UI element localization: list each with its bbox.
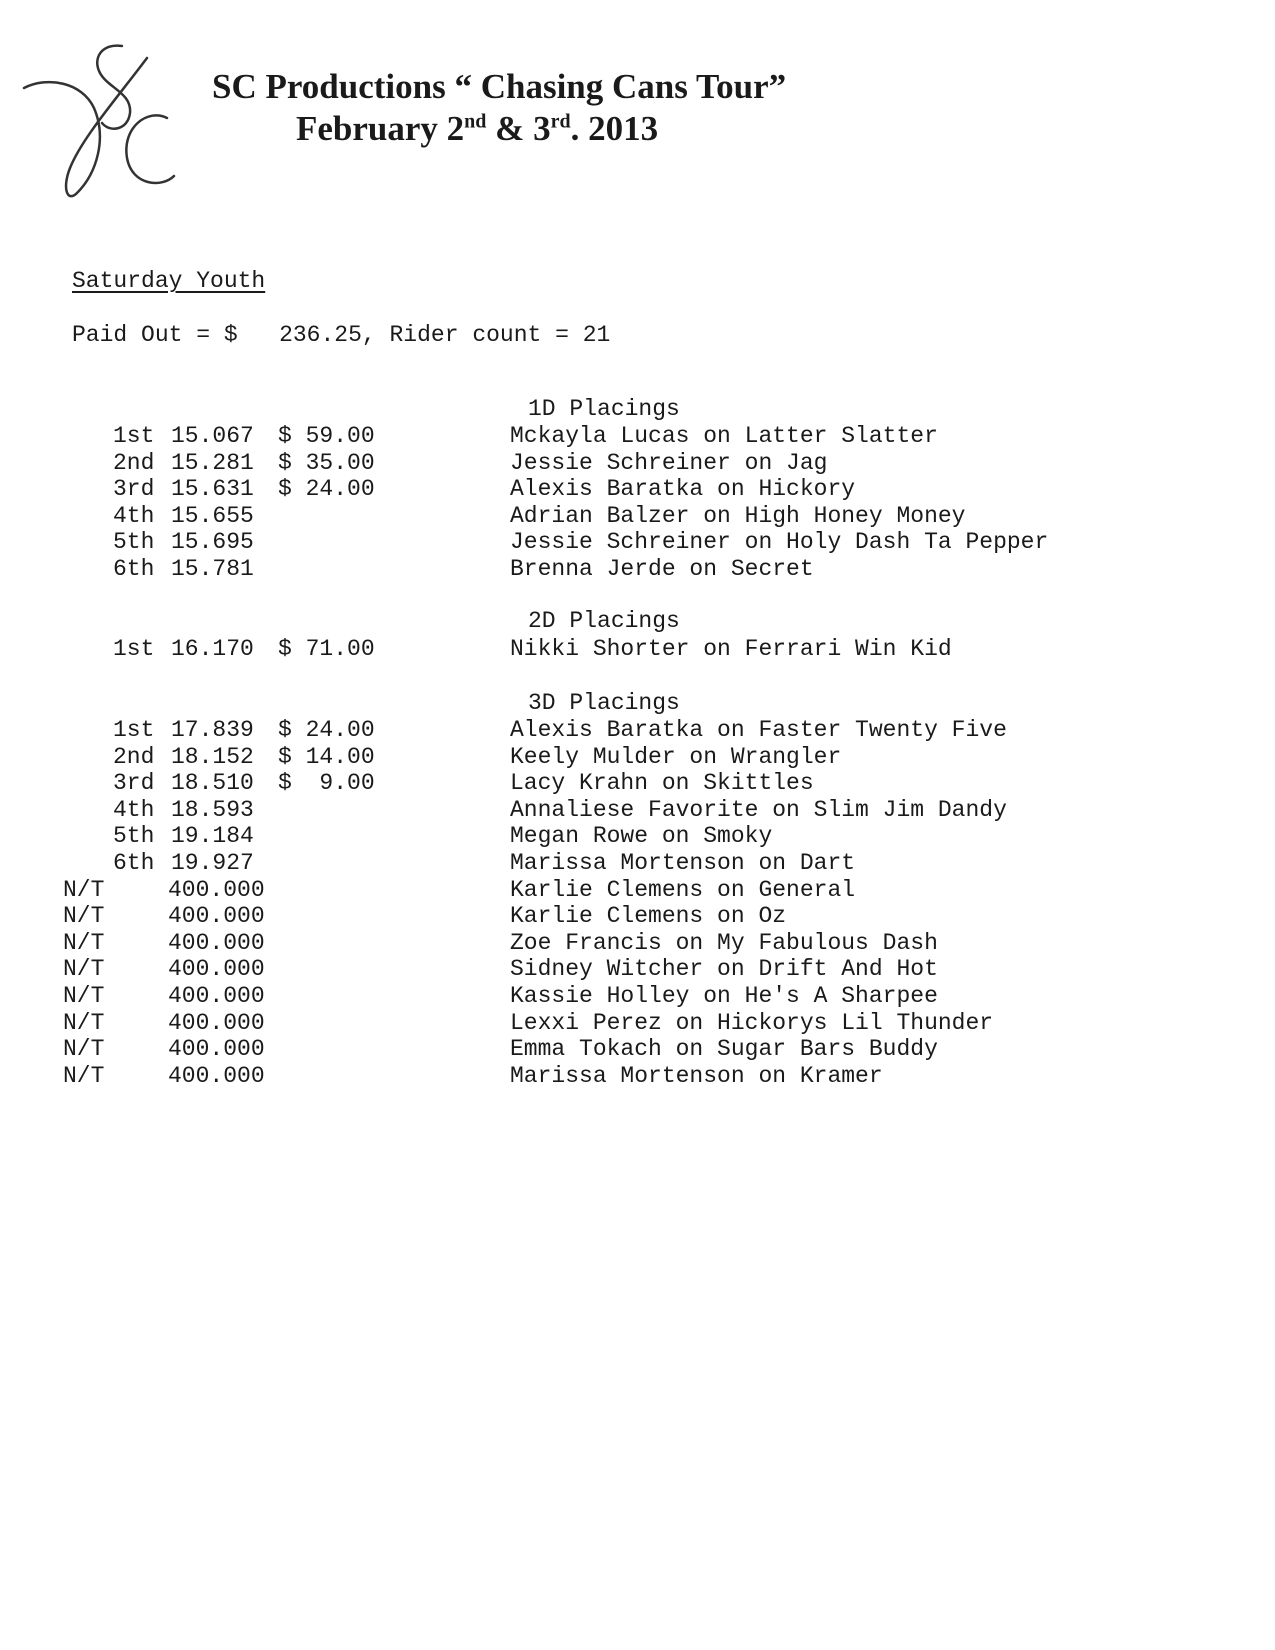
result-place: 5th xyxy=(113,823,155,850)
result-rider: Alexis Baratka on Faster Twenty Five xyxy=(510,717,1007,743)
date-ordinal-2: rd xyxy=(550,110,571,133)
result-row xyxy=(0,423,1275,450)
result-payout: $ 14.00 xyxy=(278,743,375,770)
result-time: 17.839 xyxy=(171,717,254,743)
result-row xyxy=(0,823,1275,850)
rider-count-value: 21 xyxy=(582,322,611,348)
result-time: 400.000 xyxy=(168,983,265,1009)
result-time: 400.000 xyxy=(168,929,265,956)
result-rider: Jessie Schreiner on Jag xyxy=(510,449,828,476)
result-row xyxy=(0,744,1275,771)
result-rider: Zoe Francis on My Fabulous Dash xyxy=(510,929,938,956)
result-time: 16.170 xyxy=(171,636,254,662)
result-place: 4th xyxy=(113,502,155,529)
result-place: 6th xyxy=(113,850,155,876)
result-payout: $ 35.00 xyxy=(278,449,375,476)
result-time: 400.000 xyxy=(168,903,265,930)
date-suffix: . 2013 xyxy=(570,109,659,148)
result-time: 15.281 xyxy=(171,449,254,476)
result-time: 15.781 xyxy=(171,556,254,582)
result-time: 400.000 xyxy=(168,1036,265,1063)
result-rider: Karlie Clemens on General xyxy=(510,876,856,903)
result-rider: Adrian Balzer on High Honey Money xyxy=(510,502,966,529)
rider-count-label: Rider count = xyxy=(389,322,569,348)
result-place: N/T xyxy=(63,1009,105,1036)
result-rider: Lexxi Perez on Hickorys Lil Thunder xyxy=(510,1009,994,1036)
paid-out-line xyxy=(72,322,610,348)
result-rider: Jessie Schreiner on Holy Dash Ta Pepper xyxy=(510,529,1049,556)
result-row xyxy=(0,956,1275,983)
result-payout: $ 9.00 xyxy=(278,770,375,797)
result-rider: Lacy Krahn on Skittles xyxy=(510,770,814,797)
division-heading: 3D Placings xyxy=(528,690,680,716)
result-payout: $ 24.00 xyxy=(278,476,375,503)
result-place: N/T xyxy=(63,956,105,983)
paid-out-value: 236.25, xyxy=(279,322,376,348)
date-mid: & 3 xyxy=(486,109,551,148)
result-place: 3rd xyxy=(113,770,155,797)
result-payout: $ 59.00 xyxy=(278,423,375,449)
result-place: 1st xyxy=(113,717,155,743)
result-row xyxy=(0,476,1275,503)
result-time: 400.000 xyxy=(168,956,265,983)
result-rider: Alexis Baratka on Hickory xyxy=(510,476,856,503)
result-time: 15.631 xyxy=(171,476,254,503)
result-place: 1st xyxy=(113,636,155,662)
result-rider: Sidney Witcher on Drift And Hot xyxy=(510,956,938,983)
result-place: 5th xyxy=(113,529,155,556)
result-rider: Karlie Clemens on Oz xyxy=(510,903,787,930)
result-rider: Megan Rowe on Smoky xyxy=(510,823,773,850)
result-time: 19.927 xyxy=(171,850,254,876)
result-row xyxy=(0,770,1275,797)
result-place: 6th xyxy=(113,556,155,582)
result-place: 2nd xyxy=(113,449,155,476)
sc-productions-logo xyxy=(22,38,192,203)
result-place: N/T xyxy=(63,876,105,903)
result-place: 2nd xyxy=(113,743,155,770)
result-place: 1st xyxy=(113,423,155,449)
result-row xyxy=(0,529,1275,556)
result-row xyxy=(0,636,1275,663)
result-rider: Nikki Shorter on Ferrari Win Kid xyxy=(510,636,952,662)
result-row xyxy=(0,930,1275,957)
division-heading: 1D Placings xyxy=(528,396,680,422)
result-time: 400.000 xyxy=(168,1062,265,1089)
result-place: N/T xyxy=(63,1062,105,1089)
result-row xyxy=(0,556,1275,583)
event-date xyxy=(296,108,786,150)
result-time: 18.152 xyxy=(171,743,254,770)
result-row xyxy=(0,797,1275,824)
result-row xyxy=(0,1010,1275,1037)
result-row xyxy=(0,450,1275,477)
result-time: 18.593 xyxy=(171,796,254,823)
result-place: N/T xyxy=(63,1036,105,1063)
result-row xyxy=(0,1036,1275,1063)
result-time: 15.695 xyxy=(171,529,254,556)
result-time: 19.184 xyxy=(171,823,254,850)
date-prefix: February 2 xyxy=(296,109,465,148)
result-place: 4th xyxy=(113,796,155,823)
result-time: 400.000 xyxy=(168,876,265,903)
result-place: N/T xyxy=(63,903,105,930)
result-time: 400.000 xyxy=(168,1009,265,1036)
event-title: SC Productions “ Chasing Cans Tour” xyxy=(212,67,787,106)
result-row xyxy=(0,1063,1275,1090)
paid-out-label: Paid Out = $ xyxy=(72,322,238,348)
result-payout: $ 24.00 xyxy=(278,717,375,743)
result-row xyxy=(0,983,1275,1010)
result-rider: Marissa Mortenson on Kramer xyxy=(510,1062,883,1089)
document-header xyxy=(212,66,786,150)
result-payout: $ 71.00 xyxy=(278,636,375,662)
result-rider: Brenna Jerde on Secret xyxy=(510,556,814,582)
result-rider: Annaliese Favorite on Slim Jim Dandy xyxy=(510,796,1007,823)
section-title: Saturday Youth xyxy=(72,268,266,294)
result-row xyxy=(0,877,1275,904)
result-row xyxy=(0,903,1275,930)
result-rider: Marissa Mortenson on Dart xyxy=(510,850,856,876)
result-rider: Keely Mulder on Wrangler xyxy=(510,743,842,770)
result-time: 15.067 xyxy=(171,423,254,449)
result-row xyxy=(0,717,1275,744)
result-rider: Kassie Holley on He's A Sharpee xyxy=(510,983,938,1009)
date-ordinal-1: nd xyxy=(464,110,487,133)
result-place: N/T xyxy=(63,929,105,956)
result-place: N/T xyxy=(63,983,105,1009)
result-rider: Emma Tokach on Sugar Bars Buddy xyxy=(510,1036,938,1063)
result-rider: Mckayla Lucas on Latter Slatter xyxy=(510,423,938,449)
result-time: 18.510 xyxy=(171,770,254,797)
result-row xyxy=(0,503,1275,530)
result-time: 15.655 xyxy=(171,502,254,529)
result-place: 3rd xyxy=(113,476,155,503)
division-heading: 2D Placings xyxy=(528,608,680,634)
result-row xyxy=(0,850,1275,877)
